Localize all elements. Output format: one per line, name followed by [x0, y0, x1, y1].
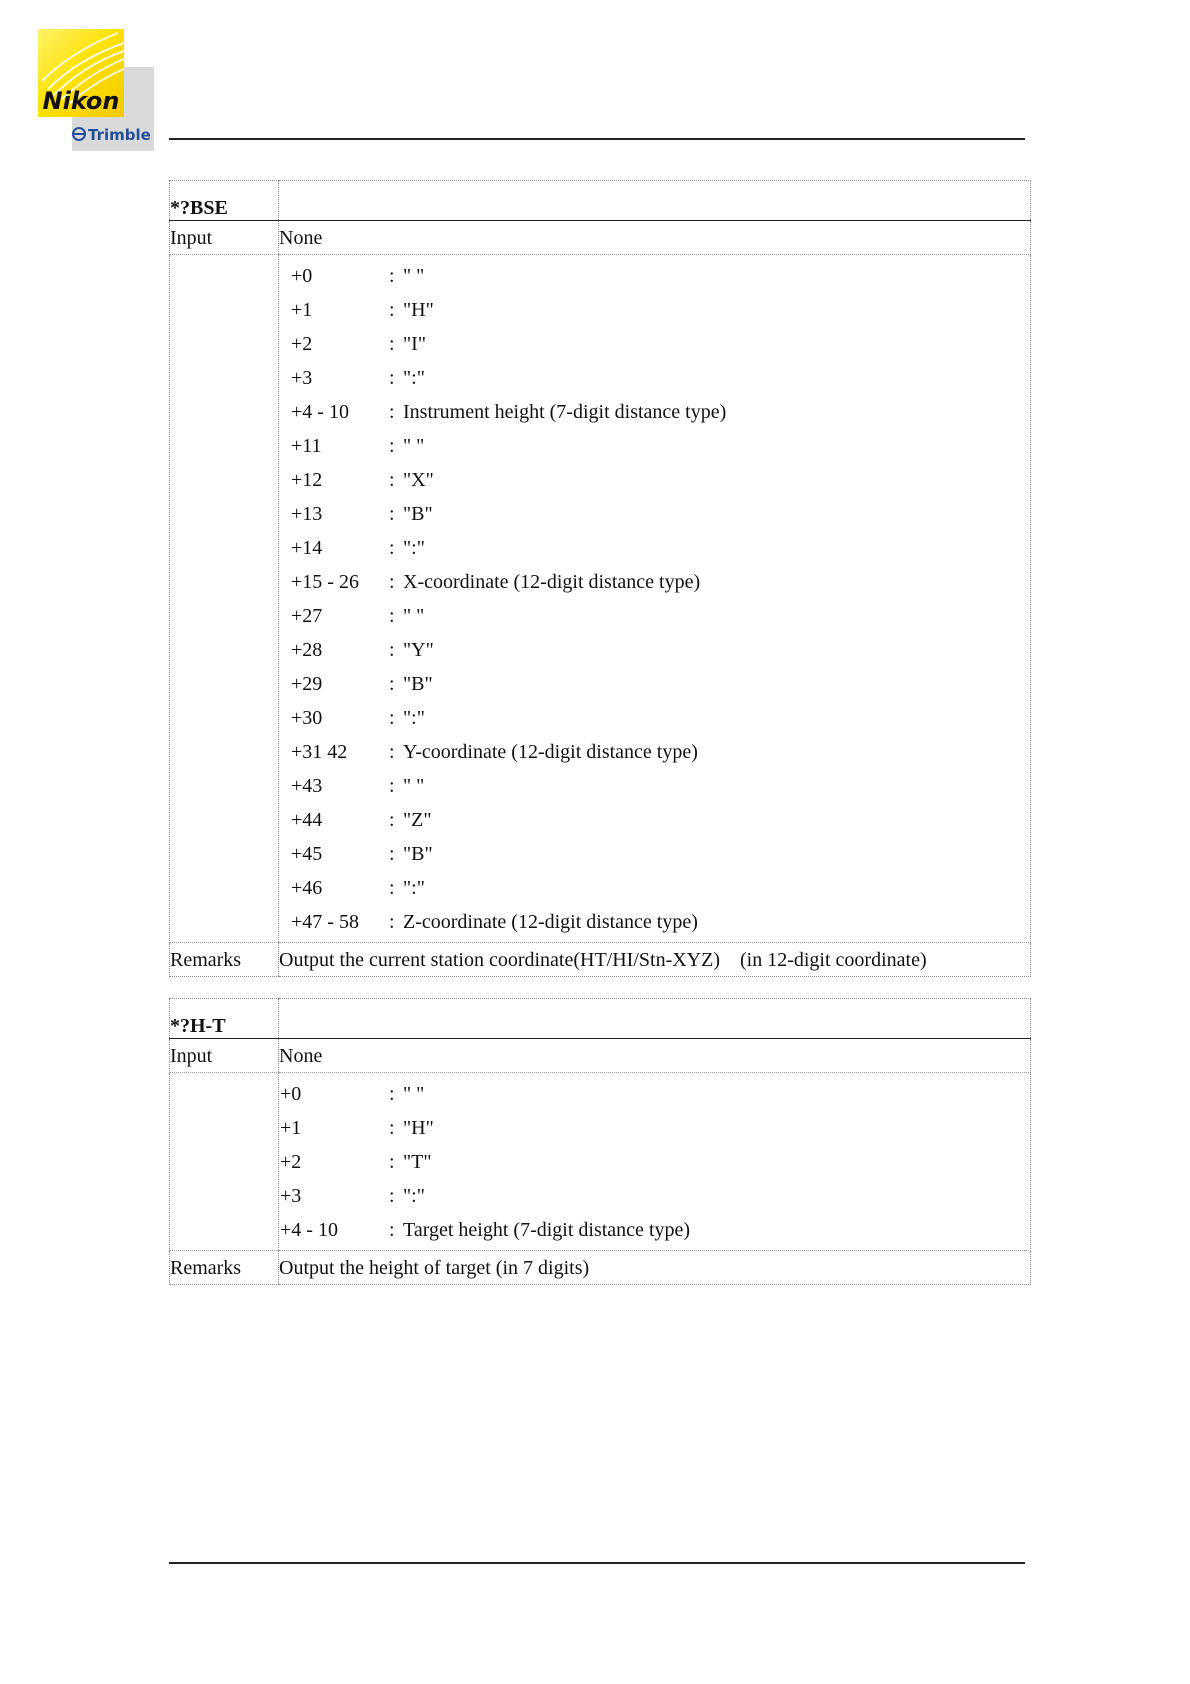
output-row: [279, 735, 1030, 769]
output-position: +2: [280, 1151, 302, 1173]
output-colon: :: [389, 741, 395, 763]
output-description: " ": [403, 265, 425, 287]
output-row: [279, 327, 1030, 361]
output-description: Instrument height (7-digit distance type): [403, 401, 727, 423]
output-position: +4 - 10: [280, 1219, 338, 1241]
output-position: +44: [291, 809, 323, 831]
output-row: [279, 837, 1030, 871]
output-list: [279, 255, 1031, 943]
output-description: ":": [403, 707, 425, 729]
output-description: Target height (7-digit distance type): [403, 1219, 691, 1241]
output-description: ":": [403, 367, 425, 389]
output-row: [279, 531, 1030, 565]
output-position: +45: [291, 843, 323, 865]
output-description: "H": [403, 1117, 434, 1139]
output-colon: :: [389, 605, 395, 627]
output-row: [279, 1111, 1030, 1145]
output-description: "H": [403, 299, 434, 321]
output-row: [279, 701, 1030, 735]
remarks-value: Output the current station coordinate(HT/HI/Stn-XYZ) (in 12-digit coordinate): [279, 943, 1031, 977]
output-description: "B": [403, 843, 433, 865]
output-description: Y-coordinate (12-digit distance type): [403, 741, 698, 763]
output-position: +1: [280, 1117, 302, 1139]
command-table-bse: [169, 180, 1031, 977]
output-description: "B": [403, 673, 433, 695]
output-row: [279, 565, 1030, 599]
output-position: +11: [291, 435, 322, 457]
output-colon: :: [389, 299, 395, 321]
nikon-trimble-logo: [38, 29, 154, 151]
output-position: +29: [291, 673, 323, 695]
output-row: [279, 599, 1030, 633]
input-label: Input: [170, 221, 279, 255]
output-position: +28: [291, 639, 323, 661]
output-colon: :: [389, 639, 395, 661]
output-colon: :: [389, 673, 395, 695]
output-row: [279, 667, 1030, 701]
output-row: [279, 1179, 1030, 1213]
output-colon: :: [389, 435, 395, 457]
output-position: +47 - 58: [291, 911, 359, 933]
output-description: "T": [403, 1151, 432, 1173]
output-colon: :: [389, 843, 395, 865]
output-colon: :: [389, 469, 395, 491]
output-description: ":": [403, 1185, 425, 1207]
command-name: *?BSE: [170, 181, 279, 221]
output-description: ":": [403, 537, 425, 559]
output-row: [279, 429, 1030, 463]
output-position: +3: [291, 367, 313, 389]
output-colon: :: [389, 537, 395, 559]
output-colon: :: [389, 265, 395, 287]
output-colon: :: [389, 707, 395, 729]
output-position: +12: [291, 469, 323, 491]
output-description: "Z": [403, 809, 432, 831]
input-label: Input: [170, 1039, 279, 1073]
command-name: *?H-T: [170, 999, 279, 1039]
output-description: X-coordinate (12-digit distance type): [403, 571, 701, 593]
output-position: +3: [280, 1185, 302, 1207]
remarks-value: Output the height of target (in 7 digits): [279, 1251, 1031, 1285]
output-row: [279, 361, 1030, 395]
output-row: [279, 259, 1030, 293]
output-colon: :: [389, 1151, 395, 1173]
output-position: +43: [291, 775, 323, 797]
output-position: +14: [291, 537, 323, 559]
output-colon: :: [389, 809, 395, 831]
output-colon: :: [389, 1219, 395, 1241]
output-row: [279, 463, 1030, 497]
output-description: " ": [403, 775, 425, 797]
output-row: [279, 1145, 1030, 1179]
input-value: None: [279, 1039, 1031, 1073]
output-row: [279, 905, 1030, 939]
output-colon: :: [389, 503, 395, 525]
output-position: +31 42: [291, 741, 348, 763]
output-colon: :: [389, 775, 395, 797]
output-position: +0: [280, 1083, 302, 1105]
output-position: +2: [291, 333, 313, 355]
header-rule: [169, 138, 1025, 140]
output-position: +4 - 10: [291, 401, 349, 423]
output-description: "X": [403, 469, 434, 491]
svg-text:Nikon: Nikon: [42, 87, 120, 115]
output-position: +1: [291, 299, 313, 321]
svg-text:Trimble: Trimble: [88, 126, 151, 144]
output-description: " ": [403, 605, 425, 627]
output-description: "B": [403, 503, 433, 525]
command-table-ht: [169, 998, 1031, 1285]
output-description: Z-coordinate (12-digit distance type): [403, 911, 698, 933]
output-description: "I": [403, 333, 426, 355]
footer-rule: [169, 1562, 1025, 1564]
output-colon: :: [389, 571, 395, 593]
output-position: +30: [291, 707, 323, 729]
remarks-label: Remarks: [170, 943, 279, 977]
output-row: [279, 1213, 1030, 1247]
output-description: " ": [403, 435, 425, 457]
output-row: [279, 293, 1030, 327]
remarks-label: Remarks: [170, 1251, 279, 1285]
output-row: [279, 871, 1030, 905]
input-value: None: [279, 221, 1031, 255]
output-row: [279, 633, 1030, 667]
output-row: [279, 769, 1030, 803]
output-description: ":": [403, 877, 425, 899]
output-colon: :: [389, 1117, 395, 1139]
output-description: "Y": [403, 639, 434, 661]
output-colon: :: [389, 333, 395, 355]
output-colon: :: [389, 877, 395, 899]
output-position: +27: [291, 605, 323, 627]
output-position: +13: [291, 503, 323, 525]
output-colon: :: [389, 1185, 395, 1207]
output-position: +0: [291, 265, 313, 287]
output-row: [279, 803, 1030, 837]
output-position: +46: [291, 877, 323, 899]
output-description: " ": [403, 1083, 425, 1105]
output-colon: :: [389, 401, 395, 423]
output-colon: :: [389, 911, 395, 933]
output-colon: :: [389, 1083, 395, 1105]
output-row: [279, 395, 1030, 429]
output-list: [279, 1073, 1031, 1251]
output-row: [279, 497, 1030, 531]
output-position: +15 - 26: [291, 571, 359, 593]
output-row: [279, 1077, 1030, 1111]
output-colon: :: [389, 367, 395, 389]
